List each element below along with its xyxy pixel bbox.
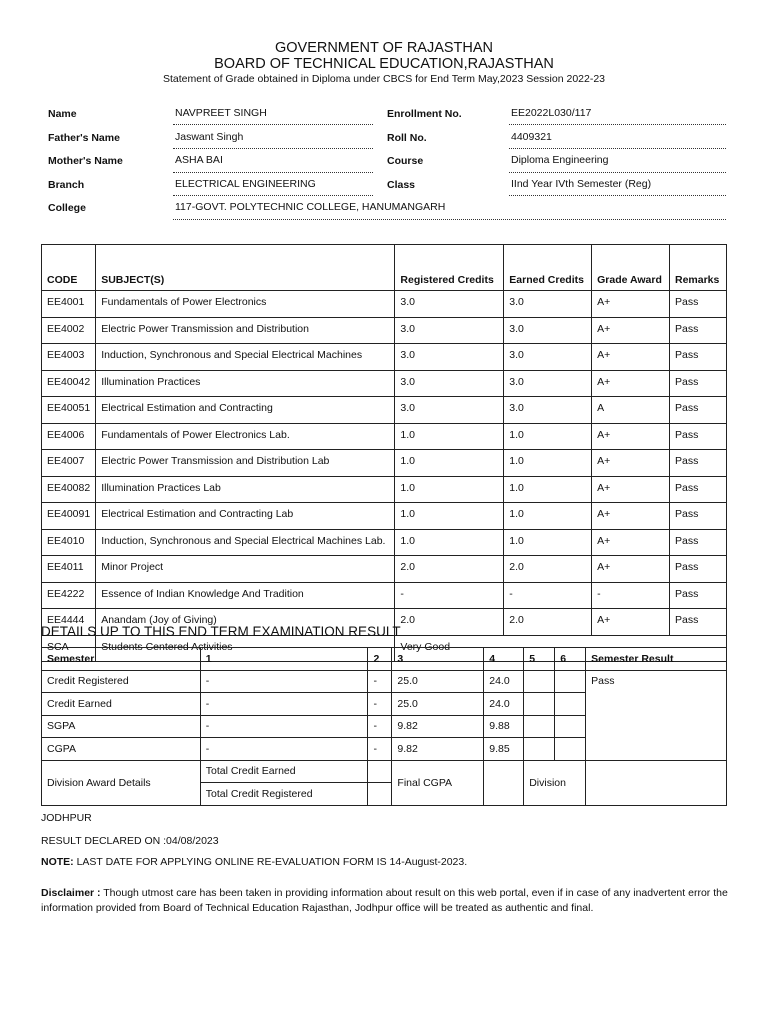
grade-award: A+ xyxy=(592,609,670,636)
remarks: Pass xyxy=(669,317,726,344)
grades-table xyxy=(41,244,727,662)
class-label: Class xyxy=(387,179,416,191)
mother-name: ASHA BAI xyxy=(175,154,223,166)
registered-credits: - xyxy=(395,582,504,609)
father-name: Jaswant Singh xyxy=(175,131,244,143)
sem-cell: - xyxy=(200,670,368,693)
note-text: LAST DATE FOR APPLYING ONLINE RE-EVALUATION FORM IS 14-August-2023. xyxy=(73,856,468,868)
subject-name: Illumination Practices xyxy=(96,370,395,397)
grade-award: A+ xyxy=(592,450,670,477)
sca-code: SCA xyxy=(42,635,96,662)
registered-credits: 3.0 xyxy=(395,344,504,371)
college-name: 117-GOVT. POLYTECHNIC COLLEGE, HANUMANGARH xyxy=(175,201,446,213)
sca-subject: Students Centered Activities xyxy=(96,635,395,662)
semester-result-header: Semester Result xyxy=(586,648,727,671)
subject-code: EE40042 xyxy=(42,370,96,397)
dotted-rule xyxy=(173,195,373,196)
registered-credits: 3.0 xyxy=(395,317,504,344)
sca-value: Very Good xyxy=(395,635,727,662)
sem-cell: - xyxy=(368,715,392,738)
grade-row xyxy=(42,291,727,318)
name-label: Name xyxy=(48,108,77,120)
dotted-rule xyxy=(173,172,373,173)
remarks: Pass xyxy=(669,344,726,371)
total-credit-earned-value xyxy=(368,760,392,783)
sem-cell: 25.0 xyxy=(392,693,484,716)
grade-row xyxy=(42,529,727,556)
grades-header-row xyxy=(42,245,727,291)
division-award-label: Division Award Details xyxy=(42,760,201,805)
roll-number: 4409321 xyxy=(511,131,552,143)
grade-row xyxy=(42,556,727,583)
student-name: NAVPREET SINGH xyxy=(175,107,267,119)
dotted-rule xyxy=(509,172,726,173)
remarks: Pass xyxy=(669,291,726,318)
dotted-rule xyxy=(173,124,373,125)
disclaimer xyxy=(41,886,731,916)
semester-1-header: 1 xyxy=(200,648,368,671)
subject-name: Electric Power Transmission and Distribution Lab xyxy=(96,450,395,477)
enrollment-number: EE2022L030/117 xyxy=(511,107,592,119)
grade-award: A xyxy=(592,397,670,424)
subject-code: EE4001 xyxy=(42,291,96,318)
earned-credits: - xyxy=(504,582,592,609)
total-credit-registered-label: Total Credit Registered xyxy=(200,783,368,806)
course-name: Diploma Engineering xyxy=(511,154,609,166)
sem-cell: 9.82 xyxy=(392,715,484,738)
subject-code: EE4222 xyxy=(42,582,96,609)
subject-code: EE4444 xyxy=(42,609,96,636)
subject-name: Induction, Synchronous and Special Electrical Machines Lab. xyxy=(96,529,395,556)
place: JODHPUR xyxy=(41,812,92,824)
sem-cell: 9.85 xyxy=(484,738,524,761)
code-header: CODE xyxy=(42,245,96,291)
earned-credits: 2.0 xyxy=(504,609,592,636)
semester-4-header: 4 xyxy=(484,648,524,671)
dotted-rule xyxy=(173,148,373,149)
grade-award: - xyxy=(592,582,670,609)
course-label: Course xyxy=(387,155,424,167)
subject-name: Electrical Estimation and Contracting Lab xyxy=(96,503,395,530)
subject-code: EE4002 xyxy=(42,317,96,344)
semester-5-header: 5 xyxy=(524,648,555,671)
subject-name: Illumination Practices Lab xyxy=(96,476,395,503)
subject-code: EE4003 xyxy=(42,344,96,371)
earned-credits: 3.0 xyxy=(504,344,592,371)
sem-cell xyxy=(555,693,586,716)
sem-cell: - xyxy=(368,693,392,716)
mother-name-label: Mother's Name xyxy=(48,155,123,167)
registered-credits: 2.0 xyxy=(395,609,504,636)
grade-award: A+ xyxy=(592,370,670,397)
total-credit-registered-value xyxy=(368,783,392,806)
subject-code: EE4010 xyxy=(42,529,96,556)
college-label: College xyxy=(48,202,86,214)
subject-name: Minor Project xyxy=(96,556,395,583)
subject-name: Anandam (Joy of Giving) xyxy=(96,609,395,636)
subject-code: EE40082 xyxy=(42,476,96,503)
sem-cell xyxy=(524,715,555,738)
sem-cell: 24.0 xyxy=(484,670,524,693)
remarks-header: Remarks xyxy=(669,245,726,291)
semester-6-header: 6 xyxy=(555,648,586,671)
earned-credits: 1.0 xyxy=(504,423,592,450)
sem-cell xyxy=(524,670,555,693)
grade-row xyxy=(42,476,727,503)
sem-cell: - xyxy=(368,738,392,761)
dotted-rule xyxy=(509,195,726,196)
grade-row xyxy=(42,370,727,397)
subject-code: EE40091 xyxy=(42,503,96,530)
subject-name: Fundamentals of Power Electronics xyxy=(96,291,395,318)
branch-name: ELECTRICAL ENGINEERING xyxy=(175,178,316,190)
semester-3-header: 3 xyxy=(392,648,484,671)
division-label: Division xyxy=(524,760,586,805)
registered-credits-header: Registered Credits xyxy=(395,245,504,291)
statement-subtitle: Statement of Grade obtained in Diploma under CBCS for End Term May,2023 Session 2022-23 xyxy=(162,73,606,85)
sem-cell: - xyxy=(200,693,368,716)
registered-credits: 1.0 xyxy=(395,529,504,556)
registered-credits: 1.0 xyxy=(395,450,504,477)
note xyxy=(41,856,467,868)
remarks: Pass xyxy=(669,582,726,609)
grade-award: A+ xyxy=(592,476,670,503)
remarks: Pass xyxy=(669,476,726,503)
dotted-rule xyxy=(173,219,726,220)
grade-award: A+ xyxy=(592,291,670,318)
class-name: IInd Year IVth Semester (Reg) xyxy=(511,178,652,190)
father-name-label: Father's Name xyxy=(48,132,120,144)
subject-name: Electrical Estimation and Contracting xyxy=(96,397,395,424)
grade-award: A+ xyxy=(592,556,670,583)
registered-credits: 3.0 xyxy=(395,291,504,318)
row-label: SGPA xyxy=(42,715,201,738)
subject-code: EE4007 xyxy=(42,450,96,477)
remarks: Pass xyxy=(669,450,726,477)
earned-credits: 3.0 xyxy=(504,397,592,424)
earned-credits: 2.0 xyxy=(504,556,592,583)
sem-cell: - xyxy=(200,738,368,761)
grade-row xyxy=(42,582,727,609)
earned-credits: 1.0 xyxy=(504,503,592,530)
subject-code: EE4011 xyxy=(42,556,96,583)
semester-header-row xyxy=(42,648,727,671)
sem-cell xyxy=(555,715,586,738)
earned-credits: 3.0 xyxy=(504,317,592,344)
remarks: Pass xyxy=(669,609,726,636)
sem-cell: 25.0 xyxy=(392,670,484,693)
grade-row xyxy=(42,344,727,371)
grade-row xyxy=(42,423,727,450)
registered-credits: 3.0 xyxy=(395,397,504,424)
semester-label: Semester xyxy=(42,648,201,671)
grade-award-header: Grade Award xyxy=(592,245,670,291)
sem-cell xyxy=(524,738,555,761)
sem-cell: 9.88 xyxy=(484,715,524,738)
earned-credits: 3.0 xyxy=(504,291,592,318)
sem-cell: 24.0 xyxy=(484,693,524,716)
earned-credits: 1.0 xyxy=(504,476,592,503)
row-label: Credit Registered xyxy=(42,670,201,693)
grade-row xyxy=(42,317,727,344)
division-row xyxy=(42,760,727,783)
subject-header: SUBJECT(S) xyxy=(96,245,395,291)
total-credit-earned-label: Total Credit Earned xyxy=(200,760,368,783)
final-cgpa-value xyxy=(484,760,524,805)
semester-result-value: Pass xyxy=(586,670,727,760)
sem-cell: - xyxy=(368,670,392,693)
division-value xyxy=(586,760,727,805)
dotted-rule xyxy=(509,148,726,149)
branch-label: Branch xyxy=(48,179,85,191)
disclaimer-text: Though utmost care has been taken in providing information about result on this web portal, even if in case of any inadvertent error the information provided from Board of Technical Education Rajasthan, Jodhpur office will be treated as authentic and final. xyxy=(41,887,728,914)
earned-credits: 1.0 xyxy=(504,529,592,556)
roll-label: Roll No. xyxy=(387,132,427,144)
row-label: CGPA xyxy=(42,738,201,761)
summary-row xyxy=(42,670,727,693)
remarks: Pass xyxy=(669,423,726,450)
summary-table xyxy=(41,647,727,806)
grade-row xyxy=(42,397,727,424)
grade-row xyxy=(42,503,727,530)
sem-cell: 9.82 xyxy=(392,738,484,761)
final-cgpa-label: Final CGPA xyxy=(392,760,484,805)
result-declared: RESULT DECLARED ON :04/08/2023 xyxy=(41,835,219,847)
subject-name: Induction, Synchronous and Special Electrical Machines xyxy=(96,344,395,371)
earned-credits-header: Earned Credits xyxy=(504,245,592,291)
summary-title: DETAILS UP TO THIS END TERM EXAMINATION RESULT xyxy=(41,624,401,639)
row-label: Credit Earned xyxy=(42,693,201,716)
sem-cell xyxy=(555,670,586,693)
board-title: BOARD OF TECHNICAL EDUCATION,RAJASTHAN xyxy=(214,56,554,72)
earned-credits: 1.0 xyxy=(504,450,592,477)
subject-name: Electric Power Transmission and Distribution xyxy=(96,317,395,344)
grade-award: A+ xyxy=(592,423,670,450)
subject-code: EE40051 xyxy=(42,397,96,424)
registered-credits: 1.0 xyxy=(395,503,504,530)
sem-cell: - xyxy=(200,715,368,738)
enrollment-label: Enrollment No. xyxy=(387,108,462,120)
registered-credits: 2.0 xyxy=(395,556,504,583)
subject-name: Essence of Indian Knowledge And Tradition xyxy=(96,582,395,609)
grade-row xyxy=(42,450,727,477)
note-label: NOTE: xyxy=(41,856,74,868)
subject-name: Fundamentals of Power Electronics Lab. xyxy=(96,423,395,450)
sem-cell xyxy=(555,738,586,761)
registered-credits: 1.0 xyxy=(395,423,504,450)
grade-award: A+ xyxy=(592,529,670,556)
remarks: Pass xyxy=(669,370,726,397)
remarks: Pass xyxy=(669,397,726,424)
earned-credits: 3.0 xyxy=(504,370,592,397)
dotted-rule xyxy=(509,124,726,125)
subject-code: EE4006 xyxy=(42,423,96,450)
remarks: Pass xyxy=(669,503,726,530)
sem-cell xyxy=(524,693,555,716)
grade-award: A+ xyxy=(592,503,670,530)
grade-award: A+ xyxy=(592,344,670,371)
registered-credits: 1.0 xyxy=(395,476,504,503)
semester-2-header: 2 xyxy=(368,648,392,671)
registered-credits: 3.0 xyxy=(395,370,504,397)
grade-award: A+ xyxy=(592,317,670,344)
government-title: GOVERNMENT OF RAJASTHAN xyxy=(274,40,494,56)
disclaimer-label: Disclaimer : xyxy=(41,887,101,899)
remarks: Pass xyxy=(669,556,726,583)
remarks: Pass xyxy=(669,529,726,556)
